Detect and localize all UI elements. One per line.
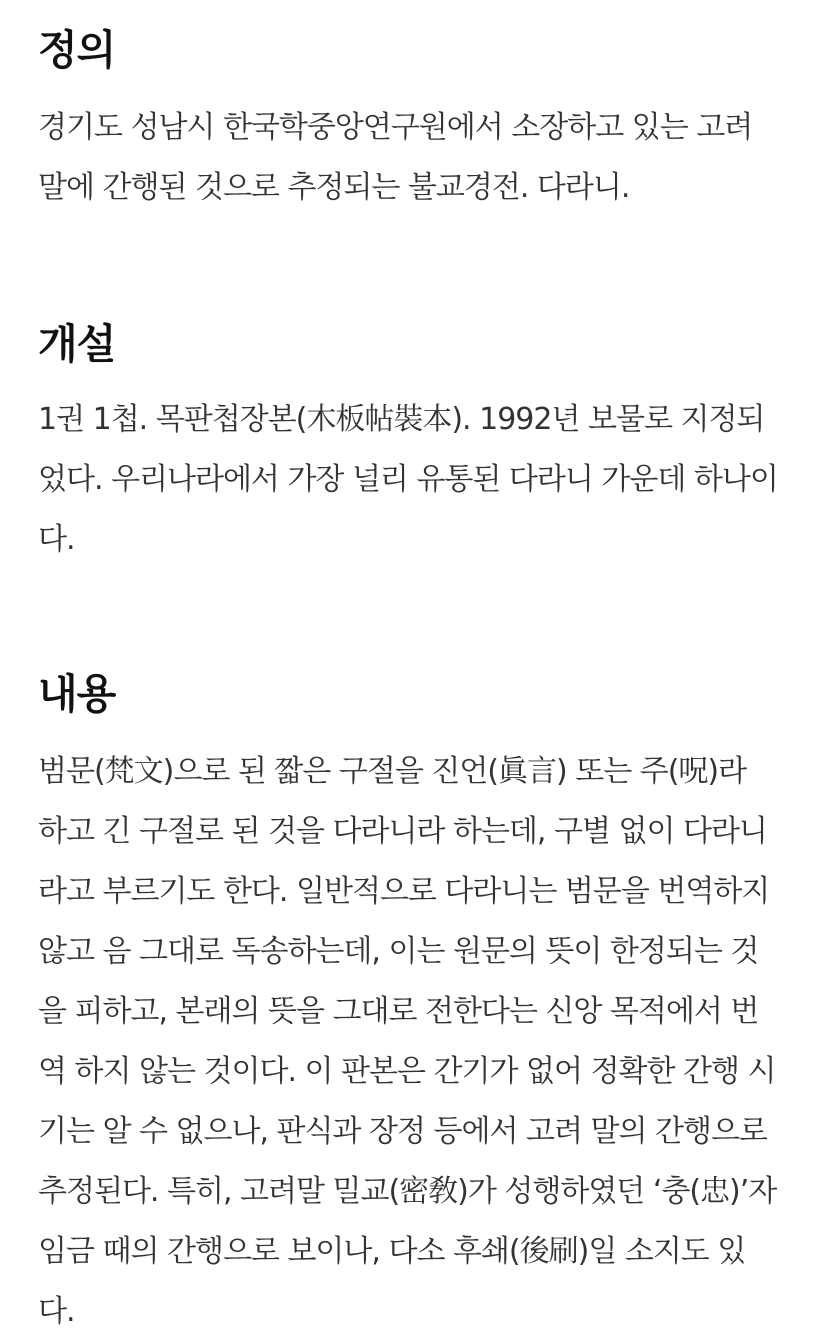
overview-section xyxy=(38,316,794,570)
content-section xyxy=(38,666,794,1342)
text-line: 다. xyxy=(38,522,75,557)
text-line: 기는 알 수 없으나, 판식과 장정 등에서 고려 말의 간행으로 xyxy=(38,1114,767,1149)
text-line: 하고 긴 구절로 된 것을 다라니라 하는데, 구별 없이 다라니 xyxy=(38,814,767,849)
content-heading: 내용 xyxy=(38,670,116,718)
content-text xyxy=(38,742,794,1342)
text-line: 범문(梵文)으로 된 짧은 구절을 진언(眞言) 또는 주(呪)라 xyxy=(38,754,747,789)
text-line: 않고 음 그대로 독송하는데, 이는 원문의 뜻이 한정되는 것 xyxy=(38,934,759,969)
text-line: 말에 간행된 것으로 추정되는 불교경전. 다라니. xyxy=(38,170,630,205)
definition-heading: 정의 xyxy=(38,26,116,74)
text-line: 추정된다. 특히, 고려말 밀교(密敎)가 성행하였던 ‘충(忠)’자 xyxy=(38,1174,777,1209)
definition-section xyxy=(38,0,794,218)
text-line: 라고 부르기도 한다. 일반적으로 다라니는 범문을 번역하지 xyxy=(38,874,770,909)
overview-text xyxy=(38,390,794,570)
text-line: 었다. 우리나라에서 가장 널리 유통된 다라니 가운데 하나이 xyxy=(38,462,778,497)
text-line: 경기도 성남시 한국학중앙연구원에서 소장하고 있는 고려 xyxy=(38,110,753,145)
overview-heading: 개설 xyxy=(38,320,116,368)
text-line: 임금 때의 간행으로 보이나, 다소 후쇄(後刷)일 소지도 있 xyxy=(38,1234,746,1269)
text-line: 1권 1첩. 목판첩장본(木板帖裝本). 1992년 보물로 지정되 xyxy=(38,402,765,437)
text-line: 다. xyxy=(38,1294,75,1329)
definition-text xyxy=(38,98,794,218)
text-line: 역 하지 않는 것이다. 이 판본은 간기가 없어 정확한 간행 시 xyxy=(38,1054,776,1089)
text-line: 을 피하고, 본래의 뜻을 그대로 전한다는 신앙 목적에서 번 xyxy=(38,994,759,1029)
